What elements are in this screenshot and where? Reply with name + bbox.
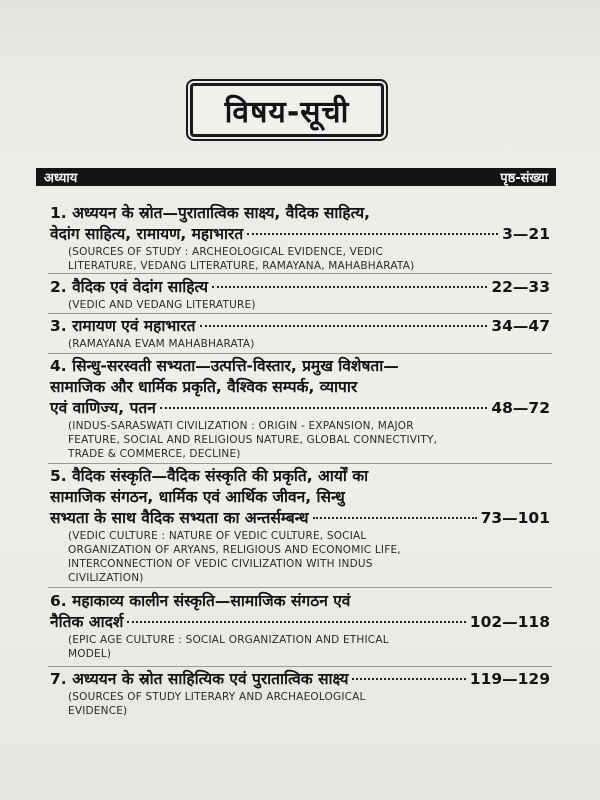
english-subtitle-line: ORGANIZATION OF ARYANS, RELIGIOUS AND ECONOMIC LIFE, xyxy=(68,544,401,556)
entry-title-line: 1. अध्ययन के स्रोत—पुरातात्विक साक्ष्य, वैदिक साहित्य, xyxy=(50,204,370,222)
entry-title-line: सभ्यता के साथ वैदिक सभ्यता का अन्तर्सम्बन्ध xyxy=(50,509,309,527)
entry-divider xyxy=(48,587,552,588)
entry-title-last-line xyxy=(50,277,550,298)
toc-entry-4 xyxy=(50,356,550,461)
english-subtitle-line: (EPIC AGE CULTURE : SOCIAL ORGANIZATION AND ETHICAL xyxy=(68,634,389,646)
english-subtitle-line: INTERCONNECTION OF VEDIC CIVILIZATION WITH INDUS xyxy=(68,558,373,570)
english-subtitle-line: EVIDENCE) xyxy=(68,705,128,717)
page-range: 34—47 xyxy=(491,317,550,335)
entry-title-line: 5. वैदिक संस्कृति—वैदिक संस्कृति की प्रकृति, आर्यों का xyxy=(50,467,369,485)
entry-title-last-line xyxy=(50,224,550,245)
page-range: 22—33 xyxy=(491,278,550,296)
toc-entry-5 xyxy=(50,466,550,585)
entry-title-last-line xyxy=(50,508,550,529)
entry-title-line: 6. महाकाव्य कालीन संस्कृति—सामाजिक संगठन एवं xyxy=(50,592,351,610)
entry-title-last-line xyxy=(50,669,550,690)
english-subtitle-line: CIVILIZATION) xyxy=(68,572,144,584)
english-subtitle-line: LITERATURE, VEDANG LITERATURE, RAMAYANA, MAHABHARATA) xyxy=(68,260,415,272)
toc-entry-2 xyxy=(50,277,550,312)
dot-leader xyxy=(212,286,487,288)
dot-leader xyxy=(160,407,488,409)
chapter-column-header: अध्याय xyxy=(44,171,78,186)
page-range: 48—72 xyxy=(491,399,550,417)
entry-title-line: 4. सिन्धु-सरस्वती सभ्यता—उत्पत्ति-विस्तार, प्रमुख विशेषता— xyxy=(50,357,399,375)
entry-title-line: 3. रामायण एवं महाभारत xyxy=(50,317,196,335)
entry-divider xyxy=(48,463,552,464)
english-subtitle-line: (SOURCES OF STUDY : ARCHEOLOGICAL EVIDENCE, VEDIC xyxy=(68,246,384,258)
dot-leader xyxy=(313,517,477,519)
page-range: 73—101 xyxy=(480,509,550,527)
entry-title-last-line xyxy=(50,398,550,419)
dot-leader xyxy=(127,621,465,623)
english-subtitle-line: TRADE & COMMERCE, DECLINE) xyxy=(68,448,241,460)
entry-divider xyxy=(48,273,552,274)
english-subtitle-line: (INDUS-SARASWATI CIVILIZATION : ORIGIN - EXPANSION, MAJOR xyxy=(68,420,414,432)
english-subtitle-line: (RAMAYANA EVAM MAHABHARATA) xyxy=(68,338,255,350)
toc-header-bar xyxy=(36,168,556,186)
entry-divider xyxy=(48,353,552,354)
toc-entry-3 xyxy=(50,316,550,351)
page-range: 102—118 xyxy=(469,613,550,631)
page-title: विषय-सूची xyxy=(190,83,384,137)
toc-entry-7 xyxy=(50,669,550,718)
entry-title-line: 2. वैदिक एवं वेदांग साहित्य xyxy=(50,278,209,296)
toc-entry-1 xyxy=(50,203,550,273)
english-subtitle-line: (VEDIC CULTURE : NATURE OF VEDIC CULTURE, SOCIAL xyxy=(68,530,367,542)
english-subtitle-line: (SOURCES OF STUDY LITERARY AND ARCHAEOLOGICAL xyxy=(68,691,366,703)
entry-title-line: सामाजिक संगठन, धार्मिक एवं आर्थिक जीवन, सिन्धु xyxy=(50,488,345,506)
page-range: 119—129 xyxy=(469,670,550,688)
english-subtitle-line: MODEL) xyxy=(68,648,112,660)
entry-title-last-line xyxy=(50,612,550,633)
entry-title-line: वेदांग साहित्य, रामायण, महाभारत xyxy=(50,225,244,243)
entry-title-line: नैतिक आदर्श xyxy=(50,613,124,631)
entry-title-line: एवं वाणिज्य, पतन xyxy=(50,399,156,417)
dot-leader xyxy=(247,233,498,235)
page-range: 3—21 xyxy=(502,225,550,243)
entry-title-line: 7. अध्ययन के स्रोत साहित्यिक एवं पुरातात्विक साक्ष्य xyxy=(50,670,349,688)
entry-title-last-line xyxy=(50,316,550,337)
dot-leader xyxy=(200,325,488,327)
english-subtitle-line: (VEDIC AND VEDANG LITERATURE) xyxy=(68,299,256,311)
toc-entry-6 xyxy=(50,591,550,661)
english-subtitle-line: FEATURE, SOCIAL AND RELIGIOUS NATURE, GLOBAL CONNECTIVITY, xyxy=(68,434,438,446)
page-number-column-header: पृष्ठ-संख्या xyxy=(500,171,548,186)
entry-divider xyxy=(48,313,552,314)
dot-leader xyxy=(352,678,465,680)
entry-title-line: सामाजिक और धार्मिक प्रकृति, वैश्विक सम्पर्क, व्यापार xyxy=(50,378,358,396)
entry-divider xyxy=(48,666,552,667)
